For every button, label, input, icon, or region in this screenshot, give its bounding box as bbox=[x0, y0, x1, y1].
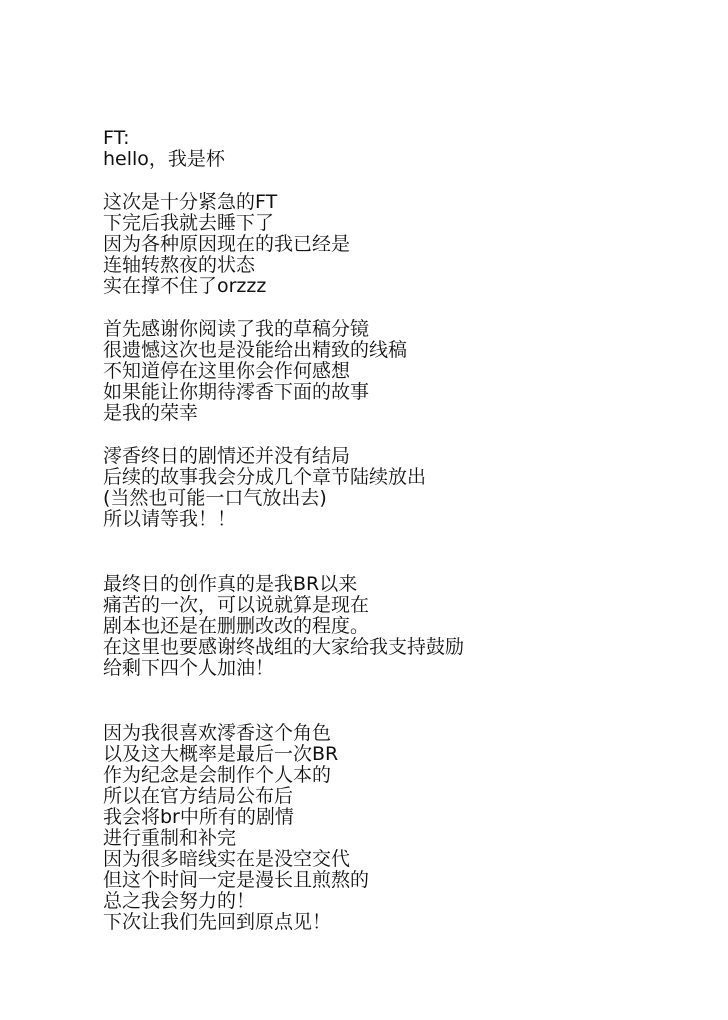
text-line: 所以在官方结局公布后 bbox=[103, 785, 294, 807]
paragraph-story bbox=[103, 446, 703, 530]
text-line: 连轴转熬夜的状态 bbox=[103, 254, 256, 276]
afterword-note bbox=[103, 128, 703, 933]
paragraph-thanks bbox=[103, 319, 703, 424]
text-line: 在这里也要感谢终战组的大家给我支持鼓励 bbox=[103, 636, 465, 658]
paragraph-gap bbox=[103, 530, 703, 574]
paragraph-final-day bbox=[103, 574, 703, 679]
text-line: 因为很多暗线实在是没空交代 bbox=[103, 848, 351, 870]
text-line: 下次让我们先回到原点见！ bbox=[103, 911, 332, 933]
text-line: FT: bbox=[103, 127, 130, 149]
text-line: 以及这大概率是最后一次BR bbox=[103, 743, 339, 765]
text-line: 总之我会努力的！ bbox=[103, 890, 256, 912]
text-line: 所以请等我！！ bbox=[103, 508, 237, 530]
text-line: 很遗憾这次也是没能给出精致的线稿 bbox=[103, 339, 408, 361]
paragraph-gap bbox=[103, 679, 703, 723]
text-line: 如果能让你期待澪香下面的故事 bbox=[103, 381, 370, 403]
text-line: hello，我是杯 bbox=[103, 148, 225, 170]
text-line: 澪香终日的剧情还并没有结局 bbox=[103, 445, 351, 467]
text-line: (当然也可能一口气放出去) bbox=[103, 487, 327, 509]
paragraph-gap bbox=[103, 424, 703, 446]
text-line: 给剩下四个人加油！ bbox=[103, 657, 275, 679]
text-line: 首先感谢你阅读了我的草稿分镜 bbox=[103, 318, 370, 340]
text-line: 实在撑不住了orzzz bbox=[103, 275, 267, 297]
text-line: 但这个时间一定是漫长且煎熬的 bbox=[103, 869, 370, 891]
paragraph-gap bbox=[103, 297, 703, 319]
text-line: 不知道停在这里你会作何感想 bbox=[103, 360, 351, 382]
text-line: 最终日的创作真的是我BR以来 bbox=[103, 573, 358, 595]
paragraph-gap bbox=[103, 170, 703, 192]
text-line: 进行重制和补完 bbox=[103, 827, 237, 849]
text-line: 痛苦的一次，可以说就算是现在 bbox=[103, 594, 370, 616]
text-line: 我会将br中所有的剧情 bbox=[103, 806, 294, 828]
paragraph-greeting bbox=[103, 128, 703, 170]
text-line: 因为我很喜欢澪香这个角色 bbox=[103, 722, 332, 744]
paragraph-status bbox=[103, 192, 703, 297]
text-line: 是我的荣幸 bbox=[103, 402, 199, 424]
text-line: 后续的故事我会分成几个章节陆续放出 bbox=[103, 466, 427, 488]
text-line: 剧本也还是在删删改改的程度。 bbox=[103, 615, 370, 637]
text-line: 这次是十分紧急的FT bbox=[103, 191, 278, 213]
text-line: 下完后我就去睡下了 bbox=[103, 212, 275, 234]
text-line: 作为纪念是会制作个人本的 bbox=[103, 764, 332, 786]
text-line: 因为各种原因现在的我已经是 bbox=[103, 233, 351, 255]
paragraph-plans bbox=[103, 723, 703, 933]
